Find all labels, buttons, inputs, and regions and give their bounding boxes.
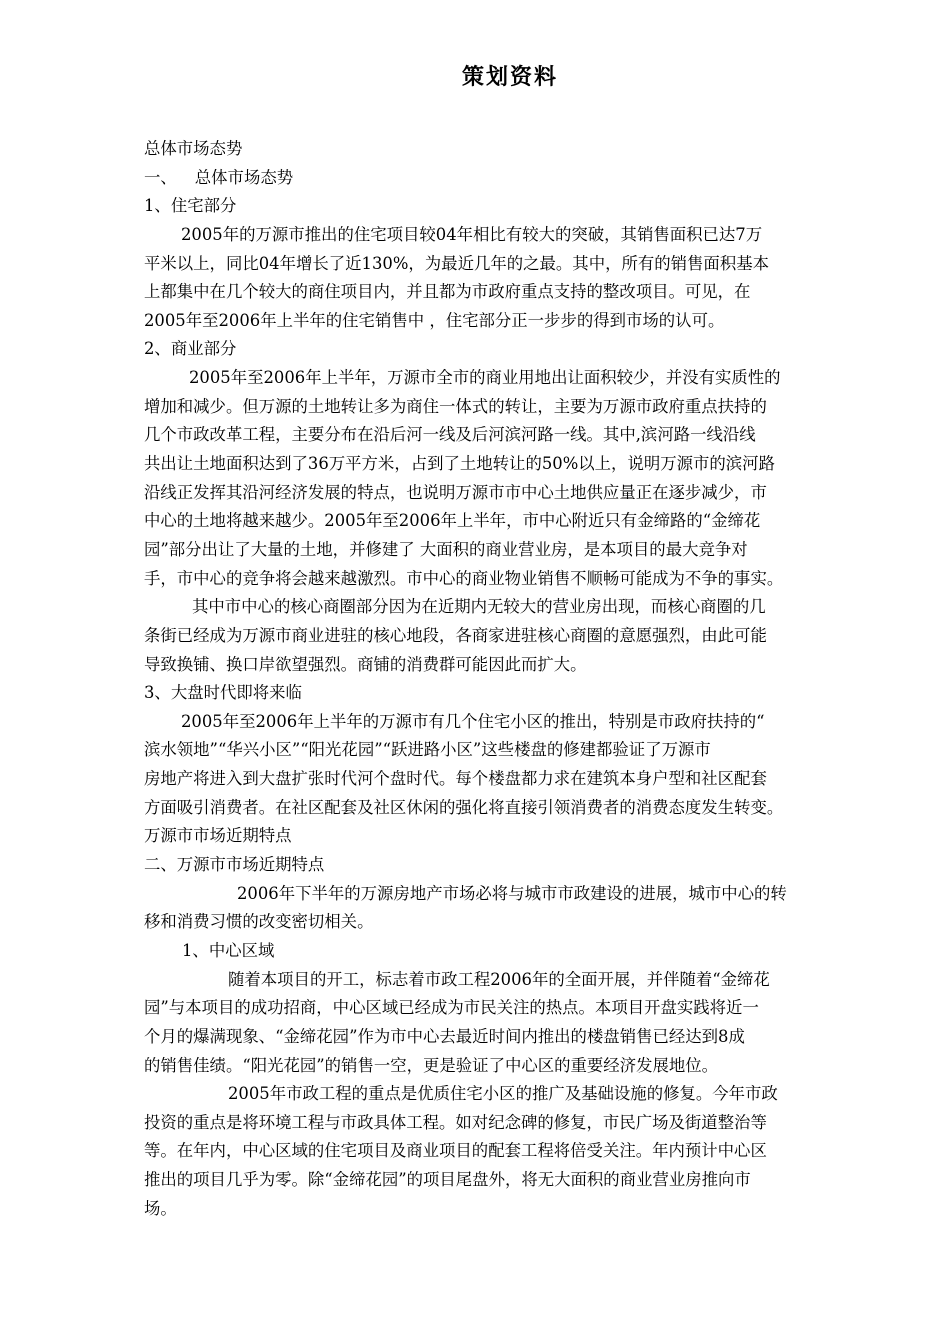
text-line: 房地产将进入到大盘扩张时代河个盘时代。每个楼盘都力求在建筑本身户型和社区配套 (144, 769, 767, 789)
text-line: 等。在年内，中心区域的住宅项目及商业项目的配套工程将倍受关注。年内预计中心区 (144, 1141, 767, 1161)
text-line: 沿线正发挥其沿河经济发展的特点，也说明万源市市中心土地供应量正在逐步减少，市 (144, 482, 767, 502)
section-title: 总体市场态势 (194, 167, 294, 187)
text-line: 投资的重点是将环境工程与市政具体工程。如对纪念碑的修复，市民广场及街道整治等 (144, 1112, 767, 1132)
text-line: 2005年至2006年上半年的住宅销售中 ，住宅部分正一步步的得到市场的认可。 (144, 310, 725, 330)
text-line: 2005年至2006年上半年，万源市全市的商业用地出让面积较少，并没有实质性的 (189, 368, 781, 388)
subsection-heading: 3、大盘时代即将来临 (144, 683, 302, 703)
text-line: 2005年至2006年上半年的万源市有几个住宅小区的推出，特别是市政府扶持的“ (181, 711, 765, 731)
text-line: 条街已经成为万源市商业进驻的核心地段，各商家进驻核心商圈的意愿强烈，由此可能 (144, 625, 767, 645)
text-line: 平米以上，同比04年增长了近130%，为最近几年的之最。其中，所有的销售面积基本 (144, 253, 769, 273)
text-line: 随着本项目的开工，标志着市政工程2006年的全面开展，并伴随着“金缔花 (228, 969, 770, 989)
text-line: 的销售佳绩。“阳光花园”的销售一空，更是验证了中心区的重要经济发展地位。 (144, 1055, 719, 1075)
text-line: 2006年下半年的万源房地产市场必将与城市市政建设的进展，城市中心的转 (237, 883, 787, 903)
text-line: 个月的爆满现象、“金缔花园”作为市中心去最近时间内推出的楼盘销售已经达到8成 (144, 1026, 745, 1046)
document-title: 策划资料 (461, 65, 558, 90)
text-line: 上都集中在几个较大的商住项目内，并且都为市政府重点支持的整改项目。可见，在 (144, 282, 751, 302)
text-line: 几个市政改革工程，主要分布在沿后河一线及后河滨河路一线。其中,滨河路一线沿线 (144, 425, 756, 445)
text-line: 园”部分出让了大量的土地，并修建了 大面积的商业营业房，是本项目的最大竞争对 (144, 539, 748, 559)
text-line: 导致换铺、换口岸欲望强烈。商铺的消费群可能因此而扩大。 (144, 654, 587, 674)
text-line: 2005年的万源市推出的住宅项目较04年相比有较大的突破，其销售面积已达7万 (181, 224, 763, 244)
section-heading: 二、万源市市场近期特点 (144, 855, 325, 875)
text-line: 移和消费习惯的改变密切相关。 (144, 912, 374, 932)
text-line: 万源市市场近期特点 (144, 826, 292, 846)
section-heading (144, 164, 888, 193)
text-line: 2005年市政工程的重点是优质住宅小区的推广及基础设施的修复。今年市政 (228, 1084, 778, 1104)
text-line: 共出让土地面积达到了36万平方米，占到了土地转让的50%以上，说明万源市的滨河路 (144, 454, 775, 474)
text-line: 园”与本项目的成功招商，中心区域已经成为市民关注的热点。本项目开盘实践将近一 (144, 998, 759, 1018)
text-line: 滨水领地”“华兴小区”“阳光花园”“跃进路小区”这些楼盘的修建都验证了万源市 (144, 740, 711, 760)
text-line: 其中市中心的核心商圈部分因为在近期内无较大的营业房出现，而核心商圈的几 (192, 597, 766, 617)
subsection-heading: 1、住宅部分 (144, 196, 237, 216)
section-number: 一、 (144, 167, 177, 187)
text-line: 手，市中心的竞争将会越来越激烈。市中心的商业物业销售不顺畅可能成为不争的事实。 (144, 568, 784, 588)
text-line: 总体市场态势 (144, 139, 243, 158)
text-line: 场。 (144, 1198, 177, 1218)
text-line: 中心的土地将越来越少。2005年至2006年上半年，市中心附近只有金缔路的“金缔花 (144, 511, 761, 531)
text-line: 增加和减少。但万源的土地转让多为商住一体式的转让，主要为万源市政府重点扶持的 (144, 396, 767, 416)
subsection-heading: 1、中心区域 (182, 940, 275, 960)
text-line: 方面吸引消费者。在社区配套及社区休闲的强化将直接引领消费者的消费态度发生转变。 (144, 797, 784, 817)
document-body (144, 135, 888, 1223)
text-line: 推出的项目几乎为零。除“金缔花园”的项目尾盘外，将无大面积的商业营业房推向市 (144, 1170, 751, 1190)
subsection-heading: 2、商业部分 (144, 339, 237, 359)
